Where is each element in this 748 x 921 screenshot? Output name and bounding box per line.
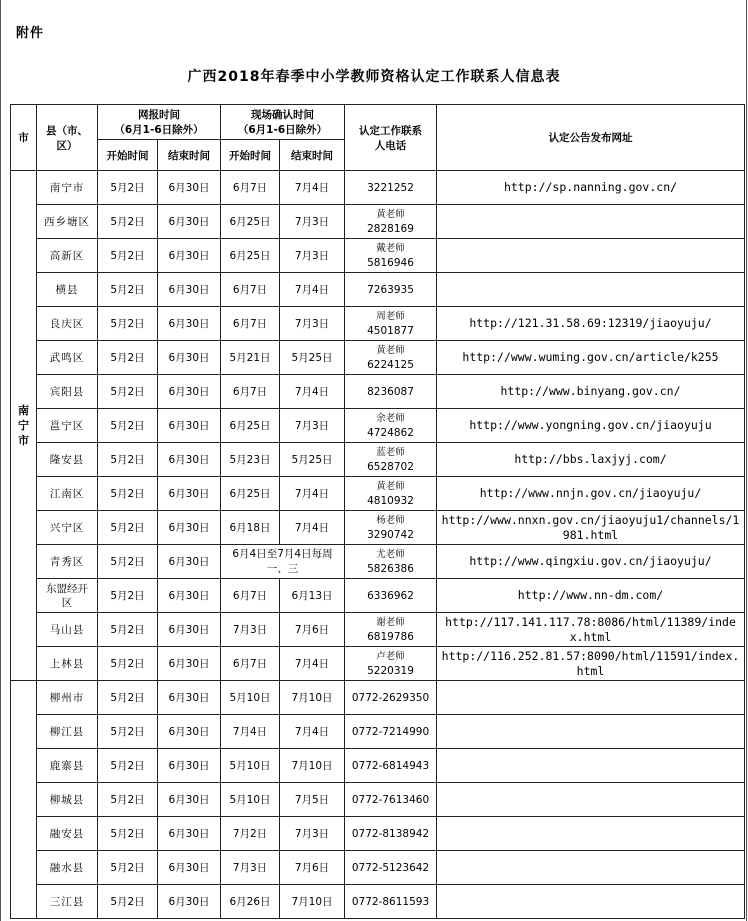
online-start-cell: 5月2日 [98, 885, 158, 919]
contact-cell [345, 613, 437, 647]
online-start-cell: 5月2日 [98, 715, 158, 749]
onsite-start-cell: 6月25日 [221, 409, 280, 443]
online-end-cell: 6月30日 [158, 545, 221, 579]
contact-phone: 0772-5123642 [351, 861, 430, 874]
online-start-cell: 5月2日 [98, 273, 158, 307]
contact-name: 尤老师 [376, 548, 405, 560]
online-end-cell: 6月30日 [158, 783, 221, 817]
contact-phone: 0772-2629350 [351, 691, 430, 704]
onsite-end-cell: 7月4日 [280, 477, 345, 511]
contact-cell [345, 443, 437, 477]
online-start-cell: 5月2日 [98, 443, 158, 477]
table-row [11, 885, 745, 919]
contact-phone: 6528702 [367, 460, 414, 473]
onsite-end-cell: 7月5日 [280, 783, 345, 817]
contact-cell [345, 273, 437, 307]
header-online-title: 网报时间 [138, 109, 180, 121]
online-start-cell: 5月2日 [98, 409, 158, 443]
online-end-cell: 6月30日 [158, 477, 221, 511]
contact-phone: 2828169 [367, 222, 414, 235]
announcement-url-cell: http://www.nnxn.gov.cn/jiaoyuju1/channels/1981.html [437, 511, 745, 545]
county-cell: 宾阳县 [37, 375, 98, 409]
announcement-url-cell: http://www.nnjn.gov.cn/jiaoyuju/ [437, 477, 745, 511]
onsite-start-cell: 7月3日 [221, 613, 280, 647]
table-row [11, 545, 745, 579]
onsite-end-cell: 7月6日 [280, 613, 345, 647]
online-end-cell: 6月30日 [158, 885, 221, 919]
announcement-url-cell: http://bbs.laxjyj.com/ [437, 443, 745, 477]
online-end-cell: 6月30日 [158, 307, 221, 341]
online-start-cell: 5月2日 [98, 817, 158, 851]
announcement-url-cell [437, 239, 745, 273]
contact-name: 余老师 [376, 412, 405, 424]
contact-cell [345, 749, 437, 783]
table-row [11, 477, 745, 511]
announcement-url-cell [437, 681, 745, 715]
online-end-cell: 6月30日 [158, 273, 221, 307]
contact-cell [345, 545, 437, 579]
onsite-start-cell: 6月7日 [221, 171, 280, 205]
county-cell: 柳城县 [37, 783, 98, 817]
onsite-start-cell: 6月7日 [221, 273, 280, 307]
online-end-cell: 6月30日 [158, 409, 221, 443]
header-online-end: 结束时间 [158, 140, 221, 171]
online-end-cell: 6月30日 [158, 511, 221, 545]
contact-cell [345, 477, 437, 511]
announcement-url-cell: http://116.252.81.57:8090/html/11591/index.html [437, 647, 745, 681]
county-cell: 邕宁区 [37, 409, 98, 443]
onsite-period-cell: 6月4日至7月4日每周一、三 [221, 545, 345, 579]
page-border-left [0, 0, 1, 921]
document-title: 广西2018年春季中小学教师资格认定工作联系人信息表 [187, 69, 561, 85]
contact-name: 谢老师 [376, 616, 405, 628]
table-row [11, 375, 745, 409]
contact-phone: 0772-8138942 [351, 827, 430, 840]
announcement-url-cell [437, 817, 745, 851]
onsite-end-cell: 7月4日 [280, 375, 345, 409]
announcement-url-cell: http://www.yongning.gov.cn/jiaoyuju [437, 409, 745, 443]
table-row [11, 783, 745, 817]
contact-cell [345, 647, 437, 681]
attachment-label: 附件 [16, 26, 45, 41]
contact-cell [345, 205, 437, 239]
online-end-cell: 6月30日 [158, 579, 221, 613]
contact-cell [345, 511, 437, 545]
contact-phone: 6819786 [367, 630, 414, 643]
onsite-start-cell: 6月7日 [221, 307, 280, 341]
announcement-url-cell [437, 885, 745, 919]
table-row [11, 715, 745, 749]
online-start-cell: 5月2日 [98, 477, 158, 511]
online-start-cell: 5月2日 [98, 341, 158, 375]
header-onsite-start: 开始时间 [221, 140, 280, 171]
header-phone: 认定工作联系人电话 [345, 105, 437, 171]
county-cell: 武鸣区 [37, 341, 98, 375]
contact-cell [345, 579, 437, 613]
onsite-start-cell: 7月2日 [221, 817, 280, 851]
announcement-url-cell: http://121.31.58.69:12319/jiaoyuju/ [437, 307, 745, 341]
county-cell: 融安县 [37, 817, 98, 851]
table-row [11, 205, 745, 239]
onsite-start-cell: 6月25日 [221, 477, 280, 511]
header-onsite-end: 结束时间 [280, 140, 345, 171]
onsite-start-cell: 6月18日 [221, 511, 280, 545]
contact-phone: 6224125 [367, 358, 414, 371]
table-row [11, 579, 745, 613]
contact-phone: 0772-7214990 [351, 725, 430, 738]
table-row [11, 681, 745, 715]
table-row [11, 851, 745, 885]
announcement-url-cell: http://www.wuming.gov.cn/article/k255 [437, 341, 745, 375]
contact-phone: 0772-6814943 [351, 759, 430, 772]
county-cell: 高新区 [37, 239, 98, 273]
online-end-cell: 6月30日 [158, 171, 221, 205]
onsite-start-cell: 6月7日 [221, 647, 280, 681]
county-cell: 鹿寨县 [37, 749, 98, 783]
contact-phone: 7263935 [367, 283, 414, 296]
online-end-cell: 6月30日 [158, 613, 221, 647]
contact-name: 黄老师 [376, 344, 405, 356]
onsite-end-cell: 7月3日 [280, 239, 345, 273]
contact-phone: 5816946 [367, 256, 414, 269]
onsite-end-cell: 7月10日 [280, 885, 345, 919]
table-row [11, 273, 745, 307]
page-border-right [746, 0, 747, 921]
announcement-url-cell [437, 783, 745, 817]
contact-phone: 4501877 [367, 324, 414, 337]
contact-cell [345, 885, 437, 919]
table-row [11, 511, 745, 545]
contact-name: 周老师 [376, 310, 405, 322]
online-start-cell: 5月2日 [98, 205, 158, 239]
online-end-cell: 6月30日 [158, 817, 221, 851]
contact-cell [345, 715, 437, 749]
contact-cell [345, 341, 437, 375]
county-cell: 西乡塘区 [37, 205, 98, 239]
contact-phone: 3290742 [367, 528, 414, 541]
announcement-url-cell: http://www.binyang.gov.cn/ [437, 375, 745, 409]
county-cell: 隆安县 [37, 443, 98, 477]
online-start-cell: 5月2日 [98, 545, 158, 579]
header-online-note: （6月1-6日除外） [114, 124, 204, 136]
county-cell: 马山县 [37, 613, 98, 647]
table-body [11, 171, 745, 919]
table-row [11, 239, 745, 273]
city-cell [11, 681, 37, 919]
header-online-period [98, 105, 221, 140]
table-row [11, 443, 745, 477]
online-start-cell: 5月2日 [98, 307, 158, 341]
online-end-cell: 6月30日 [158, 851, 221, 885]
header-county: 县（市、区） [37, 105, 98, 171]
announcement-url-cell [437, 273, 745, 307]
table-row [11, 171, 745, 205]
online-start-cell: 5月2日 [98, 375, 158, 409]
table-row [11, 647, 745, 681]
contact-cell [345, 171, 437, 205]
onsite-end-cell: 7月4日 [280, 273, 345, 307]
contact-name: 杨老师 [376, 514, 405, 526]
onsite-start-cell: 7月4日 [221, 715, 280, 749]
online-end-cell: 6月30日 [158, 443, 221, 477]
onsite-end-cell: 7月3日 [280, 307, 345, 341]
table-row [11, 409, 745, 443]
online-start-cell: 5月2日 [98, 171, 158, 205]
onsite-start-cell: 6月25日 [221, 239, 280, 273]
online-start-cell: 5月2日 [98, 239, 158, 273]
onsite-start-cell: 6月26日 [221, 885, 280, 919]
onsite-end-cell: 7月4日 [280, 715, 345, 749]
county-cell: 南宁市 [37, 171, 98, 205]
online-end-cell: 6月30日 [158, 749, 221, 783]
announcement-url-cell [437, 205, 745, 239]
onsite-end-cell: 7月4日 [280, 511, 345, 545]
contact-name: 戴老师 [376, 242, 405, 254]
announcement-url-cell [437, 851, 745, 885]
online-end-cell: 6月30日 [158, 205, 221, 239]
online-end-cell: 6月30日 [158, 715, 221, 749]
onsite-end-cell: 5月25日 [280, 443, 345, 477]
contact-cell [345, 681, 437, 715]
header-onsite-note: （6月1-6日除外） [237, 124, 328, 136]
county-cell: 良庆区 [37, 307, 98, 341]
table-row [11, 749, 745, 783]
announcement-url-cell [437, 715, 745, 749]
header-onsite-title: 现场确认时间 [251, 109, 314, 121]
county-cell: 江南区 [37, 477, 98, 511]
table-row [11, 341, 745, 375]
contact-name: 蓝老师 [376, 446, 405, 458]
header-onsite-period [221, 105, 345, 140]
contact-cell [345, 409, 437, 443]
onsite-end-cell: 7月3日 [280, 205, 345, 239]
onsite-end-cell: 5月25日 [280, 341, 345, 375]
table-row [11, 817, 745, 851]
city-cell: 南宁市 [11, 171, 37, 681]
announcement-url-cell: http://www.nn-dm.com/ [437, 579, 745, 613]
online-end-cell: 6月30日 [158, 341, 221, 375]
onsite-end-cell: 6月13日 [280, 579, 345, 613]
county-cell: 柳州市 [37, 681, 98, 715]
county-cell: 三江县 [37, 885, 98, 919]
announcement-url-cell: http://sp.nanning.gov.cn/ [437, 171, 745, 205]
onsite-end-cell: 7月6日 [280, 851, 345, 885]
table-row [11, 307, 745, 341]
contact-phone: 6336962 [367, 589, 414, 602]
online-end-cell: 6月30日 [158, 647, 221, 681]
online-start-cell: 5月2日 [98, 783, 158, 817]
onsite-start-cell: 6月7日 [221, 579, 280, 613]
announcement-url-cell: http://www.qingxiu.gov.cn/jiaoyuju/ [437, 545, 745, 579]
online-start-cell: 5月2日 [98, 511, 158, 545]
contact-phone: 8236087 [367, 385, 414, 398]
onsite-start-cell: 5月10日 [221, 681, 280, 715]
county-cell: 上林县 [37, 647, 98, 681]
header-url: 认定公告发布网址 [437, 105, 745, 171]
online-start-cell: 5月2日 [98, 749, 158, 783]
county-cell: 兴宁区 [37, 511, 98, 545]
contact-cell [345, 817, 437, 851]
contact-phone: 5826386 [367, 562, 414, 575]
onsite-end-cell: 7月10日 [280, 681, 345, 715]
online-end-cell: 6月30日 [158, 239, 221, 273]
online-start-cell: 5月2日 [98, 613, 158, 647]
onsite-end-cell: 7月3日 [280, 817, 345, 851]
table-row [11, 613, 745, 647]
contact-name: 黄老师 [376, 480, 405, 492]
contact-phone: 0772-7613460 [351, 793, 430, 806]
onsite-end-cell: 7月10日 [280, 749, 345, 783]
onsite-start-cell: 7月3日 [221, 851, 280, 885]
contact-name: 卢老师 [376, 650, 405, 662]
onsite-start-cell: 5月10日 [221, 749, 280, 783]
onsite-end-cell: 7月4日 [280, 647, 345, 681]
contact-cell [345, 375, 437, 409]
onsite-end-cell: 7月4日 [280, 171, 345, 205]
contact-cell [345, 239, 437, 273]
county-cell: 横县 [37, 273, 98, 307]
contact-cell [345, 851, 437, 885]
contact-info-table [10, 104, 745, 919]
online-start-cell: 5月2日 [98, 647, 158, 681]
header-online-start: 开始时间 [98, 140, 158, 171]
online-end-cell: 6月30日 [158, 375, 221, 409]
online-start-cell: 5月2日 [98, 579, 158, 613]
onsite-start-cell: 6月7日 [221, 375, 280, 409]
contact-phone: 0772-8611593 [351, 895, 430, 908]
contact-cell [345, 783, 437, 817]
county-cell: 融水县 [37, 851, 98, 885]
contact-phone: 4810932 [367, 494, 414, 507]
onsite-end-cell: 7月3日 [280, 409, 345, 443]
county-cell: 东盟经开区 [37, 579, 98, 613]
online-end-cell: 6月30日 [158, 681, 221, 715]
contact-cell [345, 307, 437, 341]
county-cell: 柳江县 [37, 715, 98, 749]
onsite-start-cell: 5月21日 [221, 341, 280, 375]
online-start-cell: 5月2日 [98, 681, 158, 715]
contact-name: 黄老师 [376, 208, 405, 220]
online-start-cell: 5月2日 [98, 851, 158, 885]
announcement-url-cell: http://117.141.117.78:8086/html/11389/index.html [437, 613, 745, 647]
onsite-start-cell: 5月10日 [221, 783, 280, 817]
header-city: 市 [11, 105, 37, 171]
onsite-start-cell: 5月23日 [221, 443, 280, 477]
county-cell: 青秀区 [37, 545, 98, 579]
contact-phone: 4724862 [367, 426, 414, 439]
onsite-start-cell: 6月25日 [221, 205, 280, 239]
contact-phone: 5220319 [367, 664, 414, 677]
announcement-url-cell [437, 749, 745, 783]
contact-phone: 3221252 [367, 181, 414, 194]
